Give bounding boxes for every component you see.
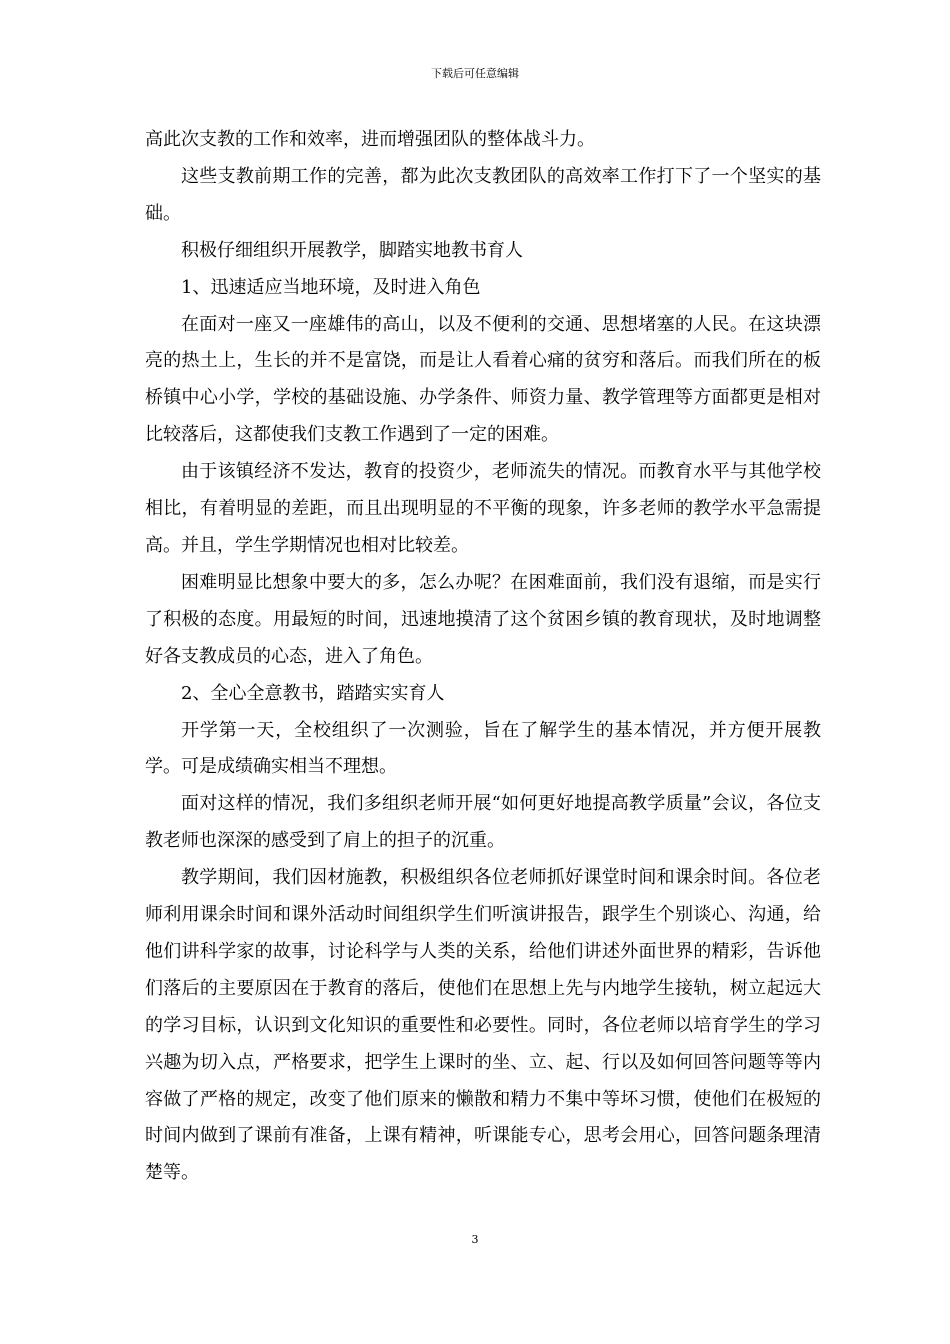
document-body — [145, 122, 821, 1192]
subheading-2: 2、全心全意教书，踏踏实实育人 — [181, 682, 445, 704]
paragraph-8: 教学期间，我们因材施教，积极组织各位老师抓好课堂时间和课余时间。各位老师利用课余时间和课外活动时间组织学生们听演讲报告，跟学生个别谈心、沟通，给他们讲科学家的故事，讨论科学与人类的关系，给他们讲述外面世界的精彩，告诉他们落后的主要原因在于教育的落后，使他们在思想上先与内地学生接轨，树立起远大的学习目标，认识到文化知识的重要性和必要性。同时，各位老师以培育学生的学习兴趣为切入点，严格要求，把学生上课时的坐、立、起、行以及如何回答问题等等内容做了严格的规定，改变了他们原来的懒散和精力不集中等坏习惯，使他们在极短的时间内做到了课前有准备，上课有精神，听课能专心，思考会用心，回答问题条理清楚等。 — [145, 867, 821, 1184]
paragraph-3: 在面对一座又一座雄伟的高山，以及不便利的交通、思想堵塞的人民。在这块漂亮的热土上，生长的并不是富饶，而是让人看着心痛的贫穷和落后。而我们所在的板桥镇中心小学，学校的基础设施、办学条件、师资力量、教学管理等方面都更是相对比较落后，这都使我们支教工作遇到了一定的困难。 — [145, 313, 821, 446]
page-header: 下载后可任意编辑 — [431, 67, 519, 80]
page-number: 3 — [471, 1233, 479, 1246]
paragraph-1: 高此次支教的工作和效率，进而增强团队的整体战斗力。 — [145, 129, 595, 150]
section-heading: 积极仔细组织开展教学，脚踏实地教书育人 — [181, 239, 523, 261]
paragraph-2: 这些支教前期工作的完善，都为此次支教团队的高效率工作打下了一个坚实的基础。 — [145, 165, 821, 224]
paragraph-7: 面对这样的情况，我们多组织老师开展“如何更好地提高教学质量”会议，各位支教老师也深深的感受到了肩上的担子的沉重。 — [145, 793, 821, 852]
paragraph-4: 由于该镇经济不发达，教育的投资少，老师流失的情况。而教育水平与其他学校相比，有着明显的差距，而且出现明显的不平衡的现象，许多老师的教学水平急需提高。并且，学生学期情况也相对比较差。 — [145, 461, 821, 556]
paragraph-6: 开学第一天，全校组织了一次测验，旨在了解学生的基本情况，并方便开展教学。可是成绩确实相当不理想。 — [145, 719, 821, 778]
paragraph-5: 困难明显比想象中要大的多，怎么办呢？在困难面前，我们没有退缩，而是实行了积极的态度。用最短的时间，迅速地摸清了这个贫困乡镇的教育现状，及时地调整好各支教成员的心态，进入了角色。 — [145, 571, 821, 667]
subheading-1: 1、迅速适应当地环境，及时进入角色 — [181, 276, 481, 298]
